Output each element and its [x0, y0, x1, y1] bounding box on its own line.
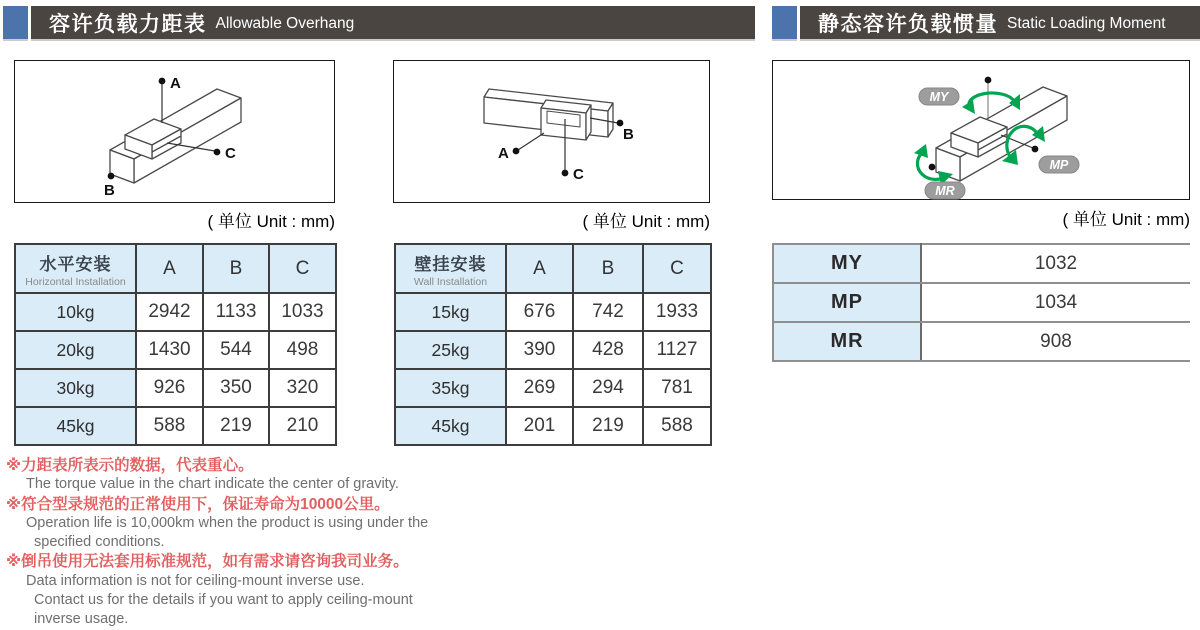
my-badge-label: MY — [929, 90, 949, 104]
value-cell: 2942 — [136, 293, 203, 331]
table-title-en: Horizontal Installation — [25, 275, 126, 288]
load-cell: 45kg — [395, 407, 506, 445]
load-cell: 10kg — [15, 293, 136, 331]
note-line-en: Contact us for the details if you want to apply ceiling-mount — [34, 592, 413, 609]
value-cell: 320 — [269, 369, 336, 407]
point-b-label: B — [623, 126, 634, 143]
point-c-label: C — [573, 166, 584, 183]
value-cell: 1127 — [643, 331, 711, 369]
note-line-zh: ※倒吊使用无法套用标准规范，如有需求请咨询我司业务。 — [6, 553, 409, 571]
table-header-row — [15, 244, 336, 293]
table-row — [395, 369, 711, 407]
moment-value: 908 — [921, 322, 1190, 361]
table-row — [15, 331, 336, 369]
value-cell: 926 — [136, 369, 203, 407]
value-cell: 781 — [643, 369, 711, 407]
note-line-en: inverse usage. — [34, 611, 129, 628]
table-row — [15, 293, 336, 331]
moment-value: 1032 — [921, 244, 1190, 283]
section-header-left — [3, 6, 755, 39]
table-title-zh: 水平安装 — [39, 254, 112, 274]
table-title-en: Wall Installation — [413, 275, 488, 288]
value-cell: 588 — [643, 407, 711, 445]
section-title-zh: 静态容许负载惯量 — [818, 12, 998, 36]
column-header-b: B — [573, 244, 643, 293]
mp-badge-label: MP — [1049, 158, 1069, 172]
table-row — [773, 322, 1190, 361]
value-cell: 390 — [506, 331, 573, 369]
moment-label: MY — [773, 244, 921, 283]
table-row — [773, 244, 1190, 283]
value-cell: 1430 — [136, 331, 203, 369]
wall-installation-table — [394, 243, 712, 446]
column-header-c: C — [269, 244, 336, 293]
wall-rail-drawing — [394, 61, 711, 204]
value-cell: 676 — [506, 293, 573, 331]
table-row — [773, 283, 1190, 322]
load-cell: 30kg — [15, 369, 136, 407]
point-a-label: A — [498, 145, 509, 162]
section-header-right — [772, 6, 1200, 39]
moment-value: 1034 — [921, 283, 1190, 322]
point-c-label: C — [225, 145, 236, 162]
value-cell: 1033 — [269, 293, 336, 331]
table-title-cell — [15, 244, 136, 293]
section-title-en: Static Loading Moment — [1007, 15, 1166, 32]
value-cell: 544 — [203, 331, 269, 369]
table-row — [395, 331, 711, 369]
table-row — [395, 407, 711, 445]
header-accent-square — [772, 6, 797, 39]
slider-block — [541, 100, 591, 140]
table-title-zh: 壁挂安装 — [414, 254, 487, 274]
unit-label: ( 单位 Unit : mm) — [1062, 210, 1190, 229]
value-cell: 742 — [573, 293, 643, 331]
diagram-horizontal-overhang — [14, 60, 335, 203]
table-row — [15, 407, 336, 445]
mr-badge-label: MR — [935, 184, 955, 198]
load-cell: 45kg — [15, 407, 136, 445]
moment-rail-drawing — [773, 61, 1191, 201]
column-header-b: B — [203, 244, 269, 293]
table-row — [15, 369, 336, 407]
load-cell: 20kg — [15, 331, 136, 369]
static-moment-table — [772, 243, 1190, 362]
footnotes — [6, 456, 486, 630]
horizontal-rail-drawing — [15, 61, 336, 204]
note-line-zh: ※力距表所表示的数据，代表重心。 — [6, 457, 254, 474]
section-title-en: Allowable Overhang — [215, 15, 355, 32]
load-cell: 15kg — [395, 293, 506, 331]
value-cell: 219 — [203, 407, 269, 445]
header-bar-right — [800, 6, 1200, 39]
value-cell: 210 — [269, 407, 336, 445]
value-cell: 269 — [506, 369, 573, 407]
table-row — [395, 293, 711, 331]
column-header-c: C — [643, 244, 711, 293]
value-cell: 201 — [506, 407, 573, 445]
header-bar-left — [31, 6, 755, 39]
value-cell: 294 — [573, 369, 643, 407]
table-header-row — [395, 244, 711, 293]
note-line-zh: ※符合型录规范的正常使用下，保证寿命为10000公里。 — [6, 495, 390, 513]
diagram-wall-overhang — [393, 60, 710, 203]
value-cell: 350 — [203, 369, 269, 407]
section-title-zh: 容许负载力距表 — [49, 12, 207, 36]
note-line-en: The torque value in the chart indicate the center of gravity. — [26, 476, 399, 493]
header-accent-square — [3, 6, 28, 39]
unit-label: ( 单位 Unit : mm) — [582, 212, 710, 231]
value-cell: 588 — [136, 407, 203, 445]
load-cell: 35kg — [395, 369, 506, 407]
unit-label: ( 单位 Unit : mm) — [207, 212, 335, 231]
column-header-a: A — [136, 244, 203, 293]
point-b-label: B — [104, 182, 115, 199]
value-cell: 428 — [573, 331, 643, 369]
diagram-static-moment — [772, 60, 1190, 200]
value-cell: 1133 — [203, 293, 269, 331]
value-cell: 498 — [269, 331, 336, 369]
note-line-en: Data information is not for ceiling-mount inverse use. — [26, 572, 365, 589]
moment-label: MR — [773, 322, 921, 361]
moment-label: MP — [773, 283, 921, 322]
note-line-en: specified conditions. — [34, 534, 165, 551]
value-cell: 219 — [573, 407, 643, 445]
table-title-cell — [395, 244, 506, 293]
load-cell: 25kg — [395, 331, 506, 369]
value-cell: 1933 — [643, 293, 711, 331]
point-a-label: A — [170, 75, 181, 92]
note-line-en: Operation life is 10,000km when the product is using under the — [26, 514, 429, 531]
column-header-a: A — [506, 244, 573, 293]
horizontal-installation-table — [14, 243, 337, 446]
